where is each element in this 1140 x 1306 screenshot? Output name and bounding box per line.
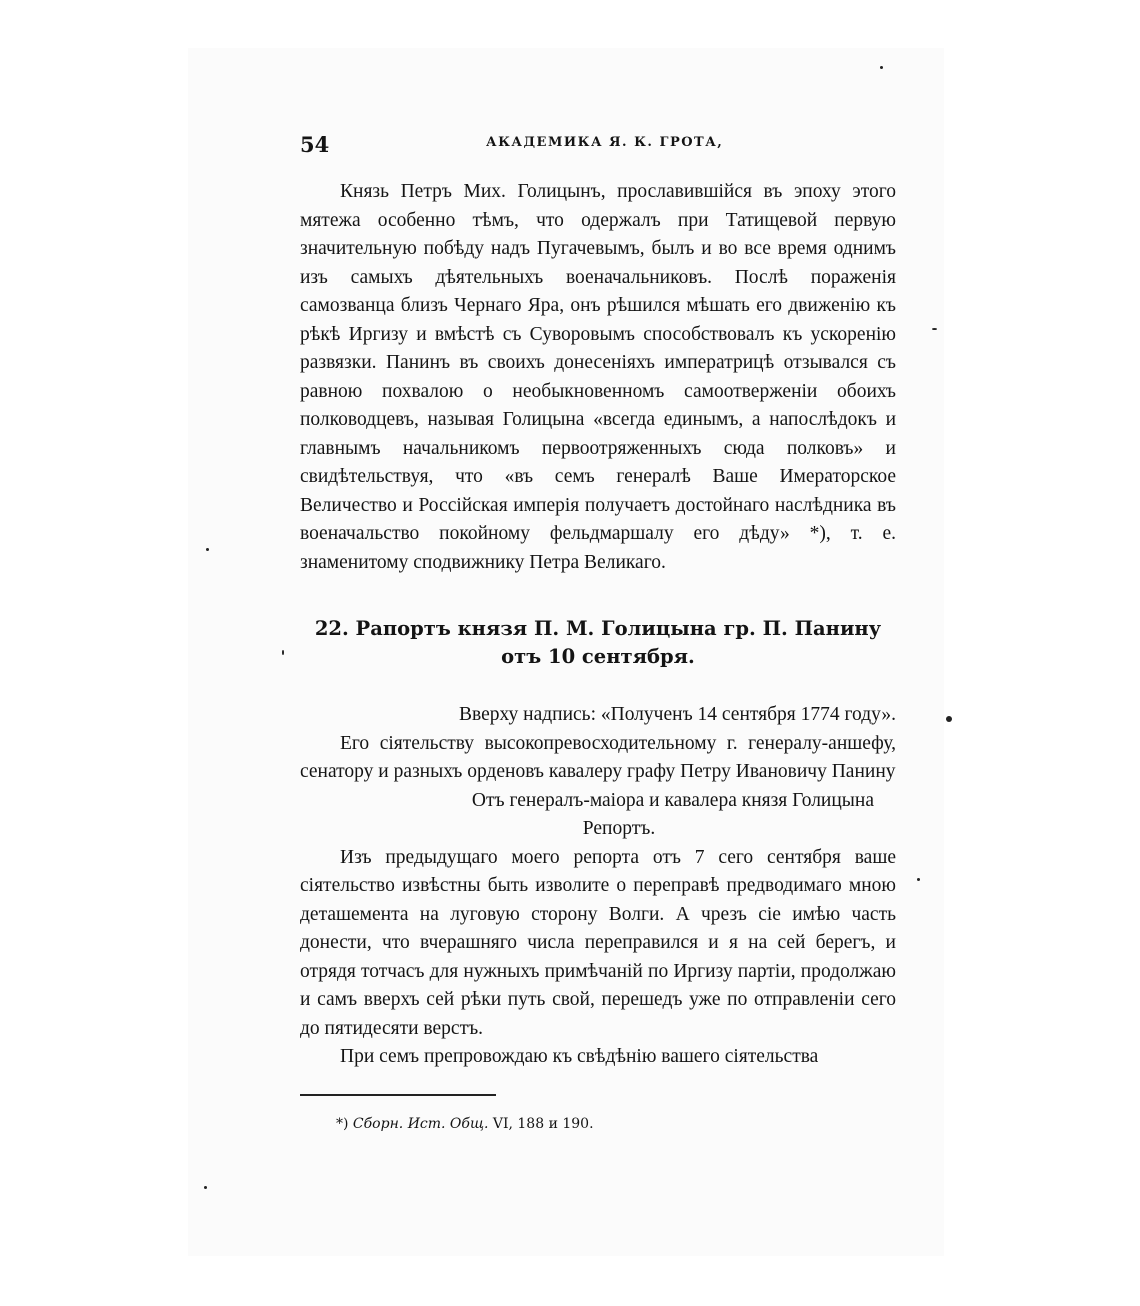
footnote-divider xyxy=(300,1094,496,1096)
paragraph-golitsyn-biography: Князь Петръ Мих. Голицынъ, прославившійся въ эпоху этого мятежа особенно тѣмъ, что одержалъ при Татищевой первую значительную побѣду надъ Пугачевымъ, былъ и во все время однимъ изъ самыхъ дѣятельныхъ военачальниковъ. Послѣ пораженія самозванца близъ Чернаго Яра, онъ рѣшился мѣшать его движенію къ рѣкѣ Иргизу и вмѣстѣ съ Суворовымъ способствовалъ къ ускоренію развязки. Панинъ въ своихъ донесеніяхъ императрицѣ отзывался съ равною похвалою о необыкновенномъ самоотверженіи обоихъ полководцевъ, называя Голицына «всегда единымъ, а напослѣдокъ и главнымъ начальникомъ первоотряженныхъ сюда полковъ» и свидѣтельствуя, что «въ семъ генералѣ Ваше Имераторское Величество и Россійская имперія получаетъ достойнаго наслѣдника въ военачальство покойному фельдмаршалу его дѣду» *), т. е. знаменитому сподвижнику Петра Великаго. xyxy=(300,181,896,573)
paragraph-continuation: При семъ препровождаю къ свѣдѣнію вашего сіятельства xyxy=(340,1046,819,1067)
report-title: Репортъ. xyxy=(582,818,656,839)
scan-speck xyxy=(917,878,920,881)
scan-speck xyxy=(206,548,209,551)
section-heading xyxy=(300,615,896,671)
from-line: Отъ генералъ-маіора и кавалера князя Голицына xyxy=(471,789,874,811)
page-number: 54 xyxy=(300,132,330,157)
received-note: Вверху надпись: «Полученъ 14 сентября 1774 году». xyxy=(459,704,896,725)
footnote-marker: *) xyxy=(336,1115,349,1132)
footnote-source: Сборн. Ист. Общ. xyxy=(352,1115,489,1132)
address-line: Его сіятельству высокопревосходительному г. генералу-аншефу, сенатору и разныхъ орденовъ кавалеру графу Петру Ивановичу Панину xyxy=(300,732,896,782)
paragraph-report-body: Изъ предыдущаго моего репорта отъ 7 сего сентября ваше сіятельство извѣстны быть изволите о переправѣ предводимаго мною деташемента на луговую сторону Волги. А чрезъ сіе имѣю часть донести, что вчерашняго числа переправился и я на сей берегъ, и отрядя тотчасъ для нужныхъ примѣчаній по Иргизу партіи, продолжаю и самъ вверхъ сей рѣки путь свой, перешедъ уже по отправленіи сего до пятидесяти верстъ. xyxy=(300,846,896,1039)
page-header xyxy=(300,128,896,164)
running-head: АКАДЕМИКА Я. К. ГРОТА, xyxy=(486,135,724,150)
book-page xyxy=(300,128,896,1132)
scan-speck xyxy=(932,328,937,330)
section-heading-line-1: 22. Рапортъ князя П. М. Голицына гр. П. Панину xyxy=(314,617,882,640)
footnote-reference: VI, 188 и 190. xyxy=(492,1115,594,1132)
scan-speck xyxy=(204,1186,207,1189)
footnote xyxy=(300,1116,896,1132)
section-heading-line-2: отъ 10 сентября. xyxy=(501,645,695,668)
scan-speck xyxy=(880,66,883,69)
scan-speck xyxy=(946,716,952,722)
scan-speck xyxy=(282,650,284,655)
